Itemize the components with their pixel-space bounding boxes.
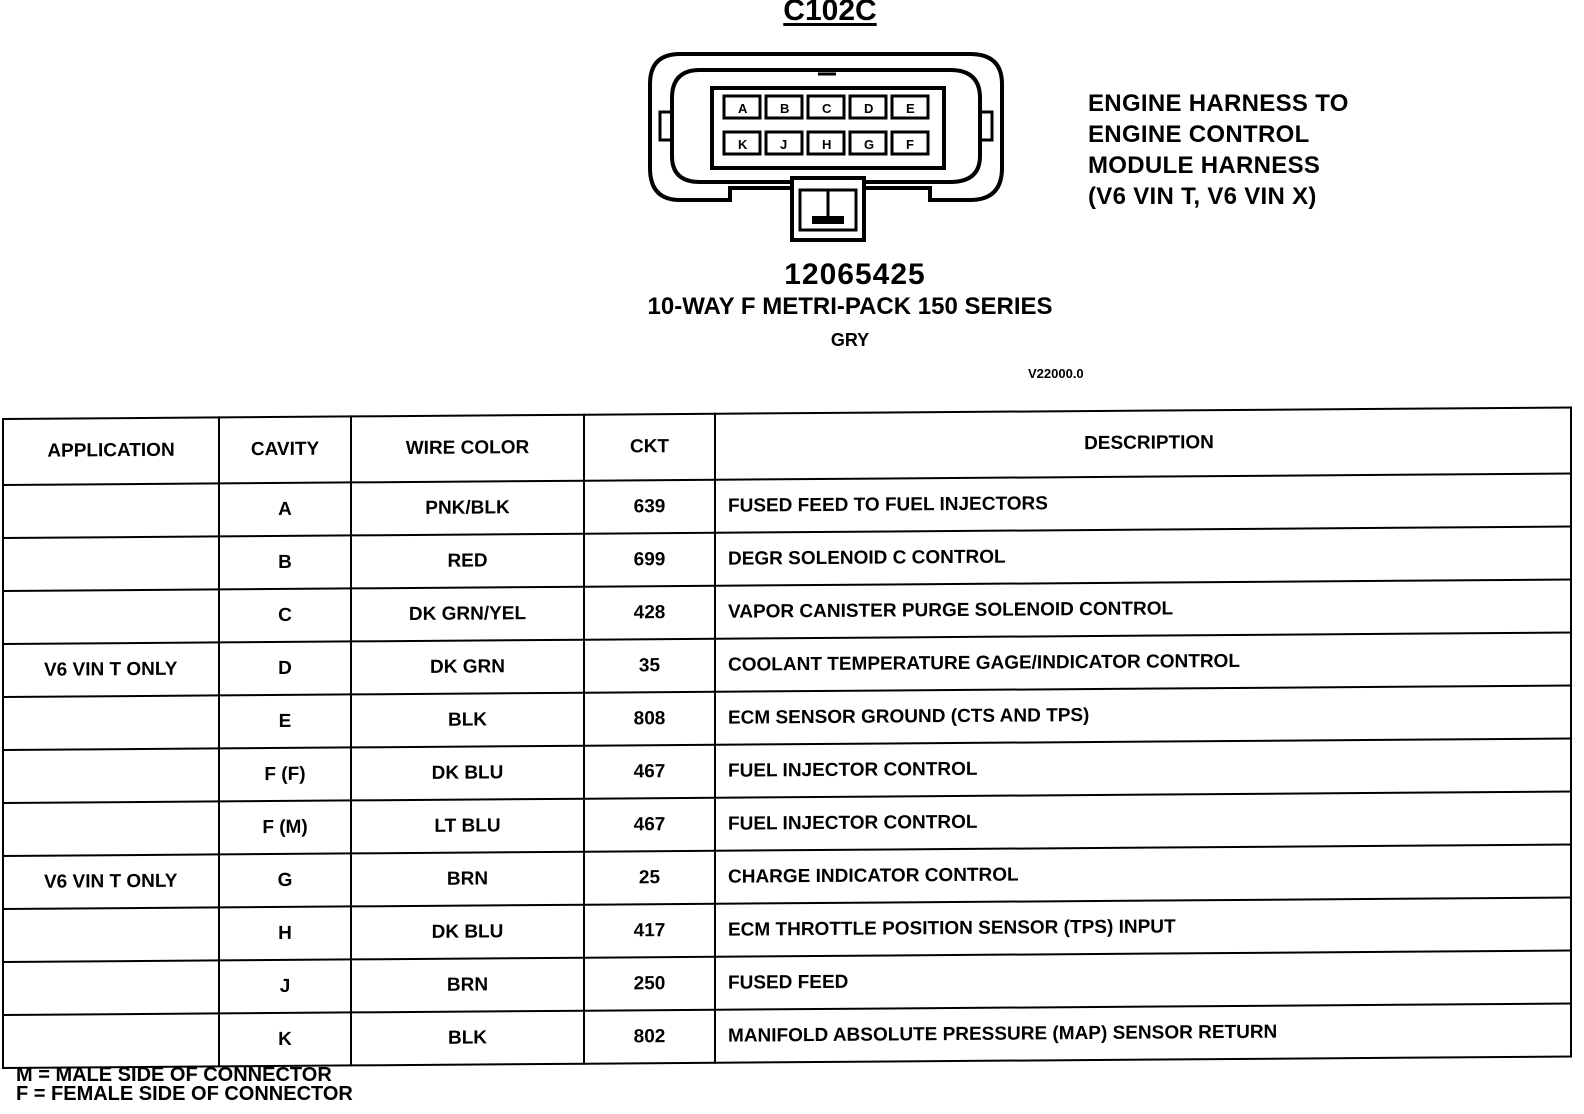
cavity-label: A <box>738 101 748 116</box>
cell-ckt: 802 <box>584 1010 715 1064</box>
cell-application <box>3 483 219 538</box>
cell-wire-color: BLK <box>351 693 584 748</box>
cell-ckt: 467 <box>584 745 715 799</box>
cell-application <box>3 589 219 644</box>
cell-cavity: F (F) <box>219 747 351 801</box>
cell-cavity: E <box>219 694 351 748</box>
cell-description: DEGR SOLENOID C CONTROL <box>715 526 1571 585</box>
legend-female: F = FEMALE SIDE OF CONNECTOR <box>16 1083 353 1105</box>
cavity-label: G <box>864 137 875 152</box>
cell-application <box>3 907 219 962</box>
header-cavity: CAVITY <box>219 416 351 483</box>
locking-tab <box>792 178 864 240</box>
header-ckt: CKT <box>584 414 715 481</box>
part-number: 12065425 <box>784 258 926 291</box>
cavity-frame <box>712 88 944 168</box>
cell-application <box>3 695 219 750</box>
cell-cavity: G <box>219 853 351 907</box>
cell-cavity: A <box>219 482 351 536</box>
table-row <box>3 1003 1571 1067</box>
cell-wire-color: BLK <box>351 1011 584 1066</box>
cavity-label: J <box>780 137 788 152</box>
cell-ckt: 467 <box>584 798 715 852</box>
header-application: APPLICATION <box>3 417 219 485</box>
cell-cavity: C <box>219 588 351 642</box>
cell-ckt: 25 <box>584 851 715 905</box>
pinout-table <box>2 406 1572 1069</box>
table-header-row <box>3 407 1571 484</box>
cavity-label: B <box>780 101 790 116</box>
connector-type: 10-WAY F METRI-PACK 150 SERIES <box>647 293 1053 320</box>
cell-application <box>3 960 219 1015</box>
bottom-cavity-row <box>724 132 928 154</box>
legend <box>16 1066 353 1104</box>
cell-application: V6 VIN T ONLY <box>3 642 219 697</box>
cell-wire-color: DK BLU <box>351 905 584 960</box>
cavity-label: H <box>822 137 832 152</box>
cavity-label: C <box>822 101 832 116</box>
connector-color: GRY <box>830 330 870 350</box>
cell-description: MANIFOLD ABSOLUTE PRESSURE (MAP) SENSOR RETURN <box>715 1003 1571 1062</box>
cell-wire-color: LT BLU <box>351 799 584 854</box>
cell-description: FUSED FEED TO FUEL INJECTORS <box>715 473 1571 532</box>
harness-description-line: (V6 VIN T, V6 VIN X) <box>1088 183 1317 210</box>
cell-description: ECM SENSOR GROUND (CTS AND TPS) <box>715 685 1571 744</box>
harness-description-line: ENGINE CONTROL <box>1088 121 1310 148</box>
cell-application <box>3 748 219 803</box>
cell-cavity: D <box>219 641 351 695</box>
cell-cavity: J <box>219 959 351 1013</box>
harness-description-line: MODULE HARNESS <box>1088 152 1321 179</box>
cell-wire-color: PNK/BLK <box>351 481 584 536</box>
cell-cavity: F (M) <box>219 800 351 854</box>
cell-description: VAPOR CANISTER PURGE SOLENOID CONTROL <box>715 579 1571 638</box>
cell-ckt: 639 <box>584 480 715 534</box>
cavity-label: K <box>738 137 748 152</box>
reference-code: V22000.0 <box>1028 366 1084 381</box>
cell-description: CHARGE INDICATOR CONTROL <box>715 844 1571 903</box>
harness-description <box>1088 88 1418 212</box>
cell-description: FUEL INJECTOR CONTROL <box>715 738 1571 797</box>
cell-cavity: K <box>219 1012 351 1066</box>
cell-ckt: 417 <box>584 904 715 958</box>
cell-wire-color: BRN <box>351 852 584 907</box>
cell-wire-color: DK BLU <box>351 746 584 801</box>
cell-description: FUSED FEED <box>715 950 1571 1009</box>
connector-title: C102C <box>783 0 877 27</box>
header-wire-color: WIRE COLOR <box>351 415 584 483</box>
cell-ckt: 428 <box>584 586 715 640</box>
cell-description: FUEL INJECTOR CONTROL <box>715 791 1571 850</box>
cell-wire-color: RED <box>351 534 584 589</box>
cell-application <box>3 801 219 856</box>
cell-application: V6 VIN T ONLY <box>3 854 219 909</box>
cell-cavity: B <box>219 535 351 589</box>
cell-wire-color: DK GRN <box>351 640 584 695</box>
header-description: DESCRIPTION <box>715 407 1571 479</box>
legend-male: M = MALE SIDE OF CONNECTOR <box>16 1064 332 1086</box>
cell-ckt: 699 <box>584 533 715 587</box>
cell-description: ECM THROTTLE POSITION SENSOR (TPS) INPUT <box>715 897 1571 956</box>
cavity-label: E <box>906 101 915 116</box>
connector-face-diagram <box>640 40 1020 246</box>
cell-application <box>3 536 219 591</box>
cell-ckt: 35 <box>584 639 715 693</box>
top-cavity-row <box>724 96 928 118</box>
cavity-label: D <box>864 101 874 116</box>
cell-description: COOLANT TEMPERATURE GAGE/INDICATOR CONTROL <box>715 632 1571 691</box>
cell-wire-color: BRN <box>351 958 584 1013</box>
cell-ckt: 250 <box>584 957 715 1011</box>
cell-cavity: H <box>219 906 351 960</box>
cell-ckt: 808 <box>584 692 715 746</box>
harness-description-line: ENGINE HARNESS TO <box>1088 90 1349 117</box>
cell-application <box>3 1013 219 1068</box>
cavity-label: F <box>906 137 914 152</box>
cell-wire-color: DK GRN/YEL <box>351 587 584 642</box>
